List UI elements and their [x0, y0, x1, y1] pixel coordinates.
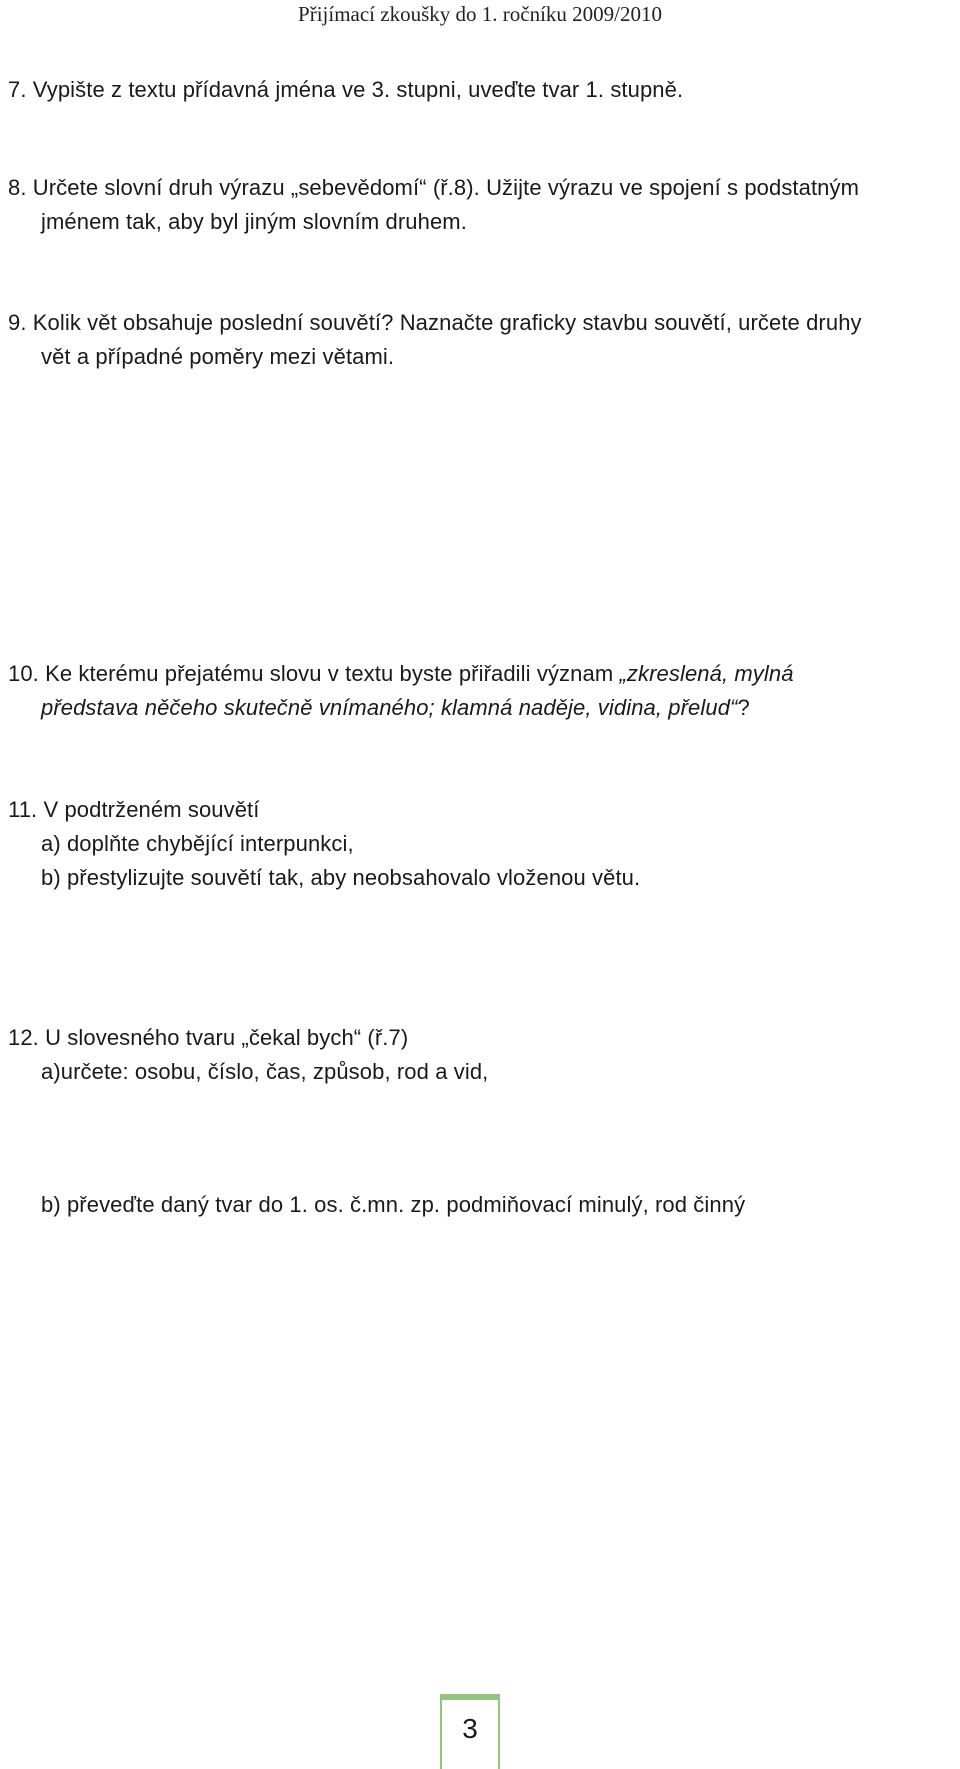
question-8-text-line2: jménem tak, aby byl jiným slovním druhem.: [41, 209, 467, 234]
question-10-text-line1: [8, 657, 794, 691]
question-10-plain: 10. Ke kterému přejatému slovu v textu byste přiřadili význam: [8, 661, 620, 686]
question-11-task-a: a) doplňte chybějící interpunkci,: [41, 831, 354, 856]
question-9: [8, 306, 862, 374]
question-10-text-line2: [8, 691, 794, 725]
page-number: 3: [462, 1713, 478, 1744]
question-10-definition-part2: představa něčeho skutečně vnímaného; klamná naděje, vidina, přelud“: [41, 695, 738, 720]
question-12-task-a: a)určete: osobu, číslo, čas, způsob, rod a vid,: [41, 1059, 489, 1084]
question-10-definition-part1: „zkreslená, mylná: [619, 661, 794, 686]
question-11: [8, 793, 640, 895]
question-9-text-line1: 9. Kolik vět obsahuje poslední souvětí? Naznačte graficky stavbu souvětí, určete druhy: [8, 310, 862, 335]
question-9-text-line2: vět a případné poměry mezi větami.: [41, 344, 395, 369]
question-11-text-line1: 11. V podtrženém souvětí: [8, 797, 260, 822]
question-10: [8, 657, 794, 725]
question-8-text-line1: 8. Určete slovní druh výrazu „sebevědomí“ (ř.8). Užijte výrazu ve spojení s podstatným: [8, 175, 860, 200]
question-7: [8, 73, 683, 107]
question-8: [8, 171, 859, 239]
question-12-part-b: [8, 1188, 745, 1222]
question-12-task-b: b) převeďte daný tvar do 1. os. č.mn. zp. podmiňovací minulý, rod činný: [41, 1192, 746, 1217]
question-10-question-mark: ?: [737, 695, 750, 720]
question-12-text-line1: 12. U slovesného tvaru „čekal bych“ (ř.7): [8, 1025, 409, 1050]
question-11-task-b: b) přestylizujte souvětí tak, aby neobsahovalo vloženou větu.: [41, 865, 641, 890]
question-7-text: 7. Vypište z textu přídavná jména ve 3. stupni, uveďte tvar 1. stupně.: [8, 77, 684, 102]
question-12: [8, 1021, 488, 1089]
page-header: Přijímací zkoušky do 1. ročníku 2009/2010: [298, 2, 662, 26]
